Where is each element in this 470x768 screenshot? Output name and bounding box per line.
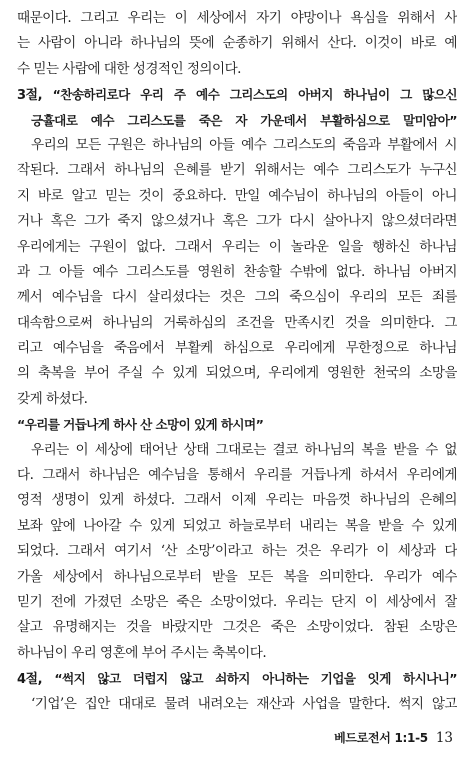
page-footer [334, 727, 453, 749]
line-text: 살고 유명해지는 것을 바랐지만 그것은 죽은 소망이었다. 참된 소망은 [17, 619, 457, 636]
verse-heading-line [17, 108, 457, 133]
paragraph-line [17, 387, 457, 412]
line-text: 갖게 하셨다. [17, 390, 88, 407]
line-text: 되었다. 그래서 여기서 ‘산 소망’이라고 하는 것은 우리가 이 세상과 다 [17, 543, 457, 560]
line-text: 우리의 모든 구원은 하나님의 아들 예수 그리스도의 죽음과 부활에서 시 [31, 136, 457, 153]
paragraph-line [17, 488, 457, 513]
line-text: 거나 혹은 그가 죽지 않으셨거나 혹은 그가 다시 살아나지 않으셨더라면 [17, 213, 457, 230]
paragraph-line [17, 184, 457, 209]
verse-heading-line [17, 82, 457, 107]
line-text: “우리를 거듭나게 하사 산 소망이 있게 하시며” [17, 417, 264, 433]
paragraph-line [17, 57, 457, 82]
line-text: 우리는 이 세상에 태어난 상태 그대로는 결코 하나님의 복을 받을 수 없 [31, 441, 457, 458]
line-text: 다. 그래서 하나님은 예수님을 통해서 우리를 거듭나게 하셔서 우리에게 [17, 467, 457, 484]
paragraph-line [17, 539, 457, 564]
line-text: 보좌 앞에 나아갈 수 있게 되었고 하늘로부터 내리는 복을 받을 수 있게 [17, 517, 457, 534]
line-text: 작된다. 그래서 하나님의 은혜를 받기 위해서는 예수 그리스도가 누구신 [17, 162, 457, 179]
verse-number: 4절, [17, 672, 43, 688]
paragraph-line [17, 311, 457, 336]
paragraph-line [17, 438, 457, 463]
verse-heading-line [17, 412, 457, 437]
line-text: 께서 예수님을 다시 살리셨다는 것은 그의 죽으심이 우리의 모든 죄를 [17, 289, 457, 306]
paragraph-line [17, 361, 457, 386]
page-number: 13 [435, 730, 453, 746]
line-text: 는 사람이 아니라 하나님의 뜻에 순종하기 위해서 산다. 이것이 바로 예 [17, 35, 457, 52]
paragraph-line [17, 235, 457, 260]
paragraph-line [17, 285, 457, 310]
line-text: 의 축복을 부어 주실 수 있게 되었으며, 우리에게 영원한 천국의 소망을 [17, 365, 457, 382]
line-text: 대속함으로써 하나님의 거룩하심의 조건을 만족시킨 것을 의미한다. 그 [17, 314, 457, 331]
line-text: 리고 예수님을 죽음에서 부활케 하심으로 우리에게 무한정으로 하나님 [17, 340, 457, 357]
line-text: ‘기업’은 집안 대대로 물려 내려오는 재산과 사업을 말한다. 썩지 않고 [31, 695, 457, 712]
line-text: 과 그 아들 예수 그리스도를 영원히 찬송할 수밖에 없다. 하나님 아버지 [17, 263, 457, 280]
line-text: 믿기 전에 가졌던 소망은 죽은 소망이었다. 우리는 단지 이 세상에서 잘 [17, 593, 457, 610]
line-text: 긍휼대로 예수 그리스도를 죽은 자 가운데서 부활하심으로 말미암아” [31, 112, 457, 128]
line-text: 영적 생명이 있게 하셨다. 그래서 이제 우리는 마음껏 하나님의 은혜의 [17, 492, 457, 509]
paragraph-line [17, 463, 457, 488]
page-body [17, 6, 457, 717]
paragraph-line [17, 641, 457, 666]
paragraph-line [17, 209, 457, 234]
line-text: 때문이다. 그리고 우리는 이 세상에서 자기 야망이나 욕심을 위해서 사 [17, 10, 457, 26]
paragraph-line [17, 158, 457, 183]
line-text: 수 믿는 사람에 대한 성경적인 정의이다. [17, 60, 241, 77]
running-footer-reference: 베드로전서 1:1-5 [334, 731, 428, 745]
paragraph-line [17, 514, 457, 539]
verse-heading-line [17, 666, 457, 691]
line-text: “썩지 않고 더럽지 않고 쇠하지 아니하는 기업을 잇게 하시나니” [54, 671, 457, 687]
verse-number: 3절, [17, 88, 43, 104]
paragraph-line [17, 336, 457, 361]
paragraph-line [17, 31, 457, 56]
paragraph-line [17, 133, 457, 158]
paragraph-line [17, 692, 457, 717]
paragraph-line [17, 590, 457, 615]
paragraph-line [17, 6, 457, 31]
line-text: 우리에게는 구원이 없다. 그래서 우리는 이 놀라운 일을 행하신 하나님 [17, 238, 457, 255]
line-text: 지 바로 알고 믿는 것이 중요하다. 만일 예수님이 하나님의 아들이 아니 [17, 187, 457, 204]
paragraph-line [17, 565, 457, 590]
line-text: 하나님이 우리 영혼에 부어 주시는 축복이다. [17, 644, 267, 661]
paragraph-line [17, 615, 457, 640]
line-text: 가올 세상에서 하나님으로부터 받을 모든 복을 의미한다. 우리가 예수 [17, 568, 457, 585]
paragraph-line [17, 260, 457, 285]
line-text: “찬송하리로다 우리 주 예수 그리스도의 아버지 하나님이 그 많으신 [52, 87, 457, 103]
